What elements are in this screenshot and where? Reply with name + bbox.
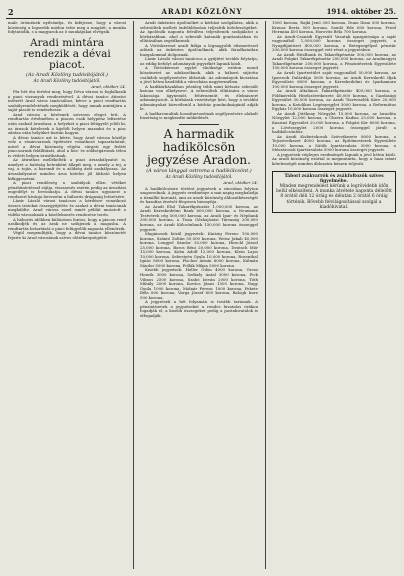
article-headline: Aradi mintára rendezik a dévai piacot. (23, 36, 111, 71)
column-rule-2 (265, 21, 266, 569)
article-paragraph: Arad városa a kérésnek szívesen eleget tett. A rendtartás értelmében a piacon csak helypénz lefizetése után szabad árusítani, a helyeket a piaci felügyelő jelöli ki, az árusok kötelesek a kijelölt helyen maradni és a piac zárása után helyüket tisztán hagyni. (8, 111, 126, 136)
article-subheadline: (Az Aradi Közlöny tudósítójától.) (26, 71, 108, 78)
article-paragraph: A hadikórházakban jelenleg több mint kétszáz sebesült katona van elhelyezve. A sebesültek ellátására a város lakossága ágyneműt, fehérneműt és élelmiszert adományozott. A kórházak vezetősége kéri, hogy a további adományokat közvetlenül a kórház gondnokságánál adják le. (140, 83, 258, 112)
article-paragraph: Lázár László városi tanácsos a gyűjtést tovább folytatja; az eddig befolyt adományok jegyzékét lapunk közli. (140, 56, 258, 66)
article-paragraph: Az Aradi Ipartestület saját vagyonából 50,000 korona, az Iparosok Dalárdája 5000 korona, az Aradi Kereskedő Ifjak Egyesülete 8000 korona, a Kereskedelmi és Iparkamara 100,000 korona összeget jegyzett. (272, 70, 396, 89)
article-subheadline: (A város lánggal ostroma a hadikölcsönt.) (146, 168, 252, 175)
article-dateline: Arad, október 24. (91, 83, 126, 89)
article-headline: A harmadik hadikölcsön jegyzése Aradon. (147, 127, 251, 168)
article-dateline: Arad, október 24. (223, 180, 258, 186)
page-header (6, 6, 398, 19)
advertisement-box (272, 171, 396, 213)
article-paragraph: Az Aradi-Csanádi Egyesült Vasutak igazgatósága a saját vagyonából 1,000,000 korona összeget jegyzett, a Nyugdíjintézet 400,000 korona, a Betegsegélyző pénztár 200,000 korona összeggel vett részt a jegyzésben. (272, 33, 396, 53)
article-paragraph: Az Aradi Általános Takarékpénztár 400,000 korona, a Földmívelők Hitelszövetkezete 40,000 korona, a Gazdasági Egyesület 30,000 korona, az Aradi Tisztviselők Köre 20,000 korona, a Katolikus Legényegylet 3000 korona, a Református Egyház 10,000 korona összeget jegyzett. (272, 88, 396, 112)
continued-text: male örömének nyilvánítja, és kifejezze, hogy a városi közönség a legszebb módon tette meg a magáét; a munka folytatódik, s a magyarok az ő munkájukat elvégzik. (8, 21, 126, 35)
column-3 (272, 21, 396, 569)
article-paragraph: A jegyzések a hét folyamán is tovább tartanak. A pénzintézetek a jegyzéseket a rendes hivatalos órákon fogadják el, a kisebb összegeket pedig a postahivatalok is elfogadják. (140, 299, 258, 318)
article-paragraph: Lázár László városi tanácsos a kérdésre vonatkozó összes iratokat összegyűjtötte és azokat a dévai tanácsnak megküldte. Arad városa ezzel ismét példát mutatott a vidéki városoknak a közélelmezés rendezése terén. (8, 198, 126, 217)
article-paragraph: A háborús időkben különösen fontos, hogy a piacon rend uralkodjék és az árak ne szökjenek a magasba. A rendtartás betartását a piaci felügyelők naponta ellenőrzik. (8, 216, 126, 231)
advertisement-title: Tábori zsákvarrók és zsákfoltozók szíves figyelmébe. (284, 173, 384, 184)
article-paragraph: A hadikölcsönre történt jegyzések a városban folyton szaporodnak. A jegyzés eredménye a mai napig meghaladja a tízmillió koronát, ami az aradi közönség áldozatkészségét és hazafias érzését fényesen bizonyítja. (140, 185, 258, 205)
issue-date: 1914. október 25. (326, 7, 396, 16)
article-paragraph: A dévai tanács azt is kérte, hogy Arad városa közölje vele a vásárcsarnok építésére vonatkozó tapasztalatait, mivel a dévai közönség régóta sürgeti egy fedett piaccsarnok felállítását, ahol a hús- és zöldségárusok télen is védett helyen árusíthatnak. (8, 134, 126, 158)
article-paragraph: Aradi önkéntes ápolónőket a kórházi szolgálatra, akik a sebesültek mellett önfeláldozóan teljesítik kötelességüket. Az ápolónők naponta felváltva teljesítenek szolgálatot a kórházakban, ahol a sebesült katonák gondozásában és ellátásában segédkeznek. (140, 21, 258, 44)
article-paragraph: Az Aradi Első Takarékpénztár 1,000,000 korona, az Aradi Kereskedelmi Bank 600,000 korona, a Neumann Testvérek cég 500,000 korona, az Aradi Ipar- és Népbank 300,000 korona, a Tisza Gőzhajózási Társaság 200,000 korona, az Aradi Kölcsönbank 150,000 korona összeggel jegyzett. (140, 203, 258, 232)
column-rule-1 (133, 21, 134, 569)
article-paragraph: 1000 korona, Rajki Jenő 300 korona, Duna Ilona 500 korona, Krausz Berta 500 korona, Somló Ede 600 korona, Fried Hermina 400 korona, Horovitz Béla 700 korona. (272, 21, 396, 35)
section-divider (179, 124, 219, 125)
article-paragraph: Az átirathoz mellékelték a piaci árszabályzatot is, amelyet a hatóság hetenként állapít meg, s amely a tej, a vaj, a tojás, a baromfi és a zöldség árát szabályozza. Az árszabályzatot minden árus köteles jól látható helyen kifüggeszteni. (8, 157, 126, 181)
article-paragraph: Az Aradi Jótékony Nőegylet 15,000 korona, az Izraelita Nőegylet 12,000 korona, a Chevra Kadisa 25,000 korona, a Kaszinó Egyesület 20,000 korona, a Polgári Kör 6000 korona, a Lövészegylet 2000 korona összeggel járult a hadikölcsönhöz. (272, 110, 396, 135)
article-byline: Az Aradi Közlöny tudósítójától. (33, 78, 101, 84)
article-paragraph: A piaci rendőrség a szabályok ellen vétőket pénzbüntetéssel sújtja, visszaesés esetén pedig az árusítási engedélyt is bevonhatja. A dévai tanács ugyanezt a rendszert kívánja bevezetni a háborús drágaság letörésére. (8, 180, 126, 199)
column-2 (140, 21, 258, 569)
article-byline: Az Aradi Közlöny tudósítójától. (165, 175, 233, 181)
page-number: 2 (8, 7, 14, 17)
article-paragraph: A hadbavonultak hozzátartozóinak segélyezésére alakult bizottság is megkezdte működését. (140, 110, 258, 121)
article-paragraph: Az Aradi Hitelbank és Takarékpénztár 300,000 korona, az Aradi Polgári Takarékpénztár 250,000 korona, az Aradmegyei Takarékpénztár 200,000 korona, a Pénzintézetek Egyesülete 150,000 korona összeget jegyzett. (272, 51, 396, 71)
article-paragraph: A jegyzések végleges eredményét lapunk a jövő héten közli. Az aradi közönség ezúttal is megmutatta, hogy a haza iránti kötelességét minden áldozatra készen teljesíti. (272, 151, 396, 166)
advertisement-text: Minden megrendelést kérünk a legrövidebb időn belül elkészíteni. A munka átvétele naponta délelőtt 8 órától déli 12 óráig és délután 2 órától 6 óráig történik. Bővebb felvilágosítással szolgál a kiadóhivatal. (276, 183, 392, 210)
article-paragraph: Az Aradi Kisbirtokosok Szövetkezete 8000 korona, a Tejszövetkezet 4000 korona, az Építőmesterek Egyesülete 10,000 korona, a Sütők Ipartársulata 3000 korona, a Mészárosok Ipartársulata 5000 korona összeget jegyzett. (272, 133, 396, 153)
article-paragraph: A Vöröskereszt egylet elnöksége ezúton mond köszönetet az adakozóknak, akik a háború sújtotta családok segélyezésére áldoztak. Az adományok kiosztása a jövő héten kezdődik a városháza nagytermében. (140, 65, 258, 85)
article-paragraph: Magánosok közül jegyeztek: Kintzig Ferenc 100,000 korona, Szántó Zoltán 50,000 korona, Weisz Jakab 40,000 korona, Lengyel Sándor 30,000 korona, Hirschl József 25,000 korona, Boros Béni 20,000 korona, Deutsch Mór 15,000 korona, Kohn Adolf 12,000 korona, Klein Lajos 10,000 korona, Sebestyén Gyula 10,000 korona, Rosenthal Ignác 8000 korona, Fischer Ármin 6000 korona, Kálmán Sándor 5000 korona, Pollák Miksa 5000 korona. (140, 231, 258, 268)
article-paragraph: Kisebb jegyzések: Heller Ödön 4000 korona, Grosz Henrik 3000 korona, Székely Antal 3000 korona, Pick Vilmos 2500 korona, Szabó István 2000 korona, Tóth Mihály 2000 korona, Kovács János 1500 korona, Nagy Gyula 1000 korona, Molnár Ferenc 1000 korona, Fekete Béla 800 korona, Varga József 600 korona, Balogh Imre 500 korona. (140, 267, 258, 300)
article-paragraph: Végül megemlítjük, hogy a dévai tanács köszönetét fejezte ki Arad városának szíves előzékenységéért. (8, 230, 126, 240)
article-paragraph: Pár hét óta történt meg, hogy Déva városa is foglalkozik a piaci viszonyok rendezésével. A dévai tanács átiratot intézett Arad város tanácsához, kérve a piaci rendtartás szabályrendeletének megküldését, hogy annak mintájára a saját piacát is rendezhesse. (8, 89, 126, 113)
column-1 (8, 21, 126, 569)
masthead: ARADI KÖZLÖNY (161, 7, 243, 16)
article-paragraph: A Vöröskereszt aradi fiókja a legnagyobb elismeréssel adózik az önkéntes ápolónőknek, akik fáradhatatlan buzgalommal dolgoznak. (140, 42, 258, 57)
